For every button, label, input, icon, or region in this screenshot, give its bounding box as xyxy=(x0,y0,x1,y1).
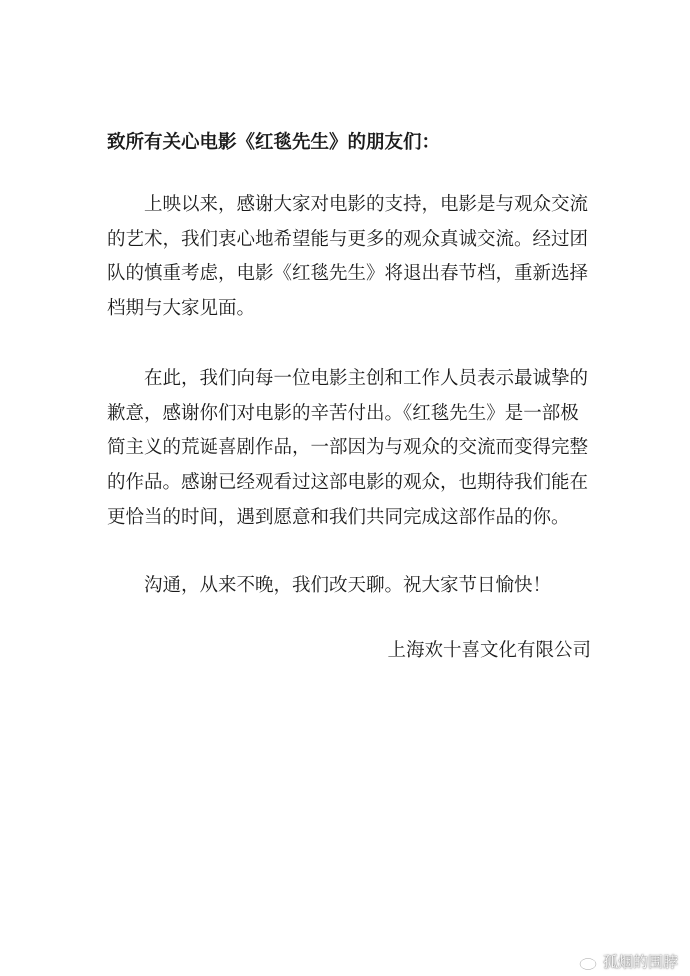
paragraph-line: 档期与大家见面。 xyxy=(107,298,256,320)
paragraph-line: 更恰当的时间，遇到愿意和我们共同完成这部作品的你。 xyxy=(107,506,570,528)
paragraph-line: 上映以来，感谢大家对电影的支持，电影是与观众交流 xyxy=(144,194,589,215)
letter-paragraph-2 xyxy=(107,362,597,536)
paragraph-line: 在此，我们向每一位电影主创和工作人员表示最诚挚的 xyxy=(144,367,589,389)
letter-greeting: 致所有关心电影《红毯先生》的朋友们： xyxy=(107,132,441,153)
watermark-text: 孤烟的围脖 xyxy=(602,953,678,971)
letter-paragraph-3 xyxy=(107,569,597,604)
letter-paragraph-1 xyxy=(107,188,597,327)
paragraph-line: 的艺术，我们衷心地希望能与更多的观众真诚交流。经过团 xyxy=(107,228,589,250)
paragraph-line: 的作品。感谢已经观看过这部电影的观众，也期待我们能在 xyxy=(107,471,589,493)
weibo-logo-icon xyxy=(579,953,599,971)
letter xyxy=(107,126,597,668)
letter-signature: 上海欢十喜文化有限公司 xyxy=(387,640,591,662)
paragraph-line: 队的慎重考虑，电影《红毯先生》将退出春节档，重新选择 xyxy=(107,263,589,285)
weibo-watermark xyxy=(579,951,678,972)
paragraph-line: 歉意，感谢你们对电影的辛苦付出。《红毯先生》是一部极 xyxy=(107,402,579,424)
paragraph-line: 简主义的荒诞喜剧作品，一部因为与观众的交流而变得完整 xyxy=(107,437,589,459)
paragraph-line: 沟通，从来不晚，我们改天聊。祝大家节日愉快！ xyxy=(144,575,552,597)
